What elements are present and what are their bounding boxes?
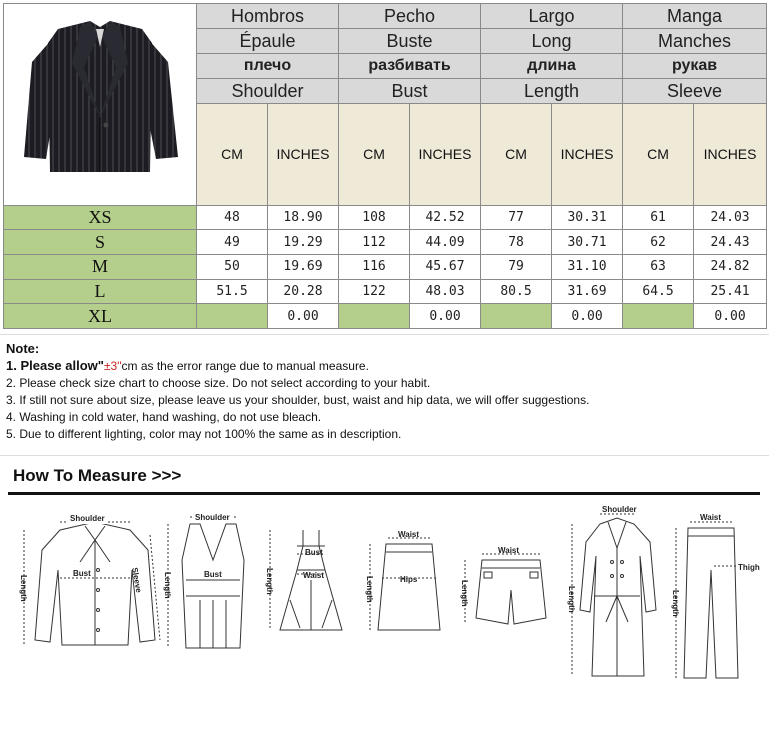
size-label: L xyxy=(4,279,197,304)
table-row xyxy=(4,304,767,329)
note-line-3: 3. If still not sure about size, please leave us your shoulder, bust, waist and hip data, we will offer suggestions. xyxy=(6,393,590,407)
table-cell: 63 xyxy=(623,254,694,279)
hdr-bust-fr: Buste xyxy=(339,29,481,54)
measure-figures xyxy=(0,500,769,730)
label-bust: Bust xyxy=(204,570,222,579)
label-length: Length xyxy=(567,586,576,613)
table-row xyxy=(4,254,767,279)
note-line-5: 5. Due to different lighting, color may not 100% the same as in description. xyxy=(6,427,402,441)
hdr-shoulder-fr: Épaule xyxy=(197,29,339,54)
note-line-4: 4. Washing in cold water, hand washing, do not use bleach. xyxy=(6,410,322,424)
hdr-sleeve-es: Manga xyxy=(623,4,767,29)
tank-top-icon xyxy=(168,517,244,648)
blazer-photo-cell xyxy=(4,4,197,206)
table-cell: 19.29 xyxy=(268,230,339,255)
table-cell xyxy=(197,304,268,329)
unit-cell: CM xyxy=(623,104,694,205)
table-cell: 78 xyxy=(481,230,552,255)
table-cell: 31.69 xyxy=(552,279,623,304)
label-bust: Bust xyxy=(73,569,91,578)
table-cell: 24.03 xyxy=(694,205,767,230)
hdr-bust-ru: разбивать xyxy=(339,54,481,79)
label-shoulder: Shoulder xyxy=(70,514,105,523)
label-waist: Waist xyxy=(700,513,722,522)
section-divider xyxy=(0,334,769,335)
label-waist: Waist xyxy=(498,546,520,555)
table-cell: 80.5 xyxy=(481,279,552,304)
label-length: Length xyxy=(163,572,172,599)
hdr-bust-en: Bust xyxy=(339,79,481,104)
label-shoulder: Shoulder xyxy=(195,513,230,522)
label-length: Length xyxy=(265,568,274,595)
table-cell xyxy=(623,304,694,329)
table-cell xyxy=(481,304,552,329)
how-to-measure-text: How To Measure xyxy=(13,466,147,485)
table-cell: 49 xyxy=(197,230,268,255)
table-cell: 64.5 xyxy=(623,279,694,304)
size-label: S xyxy=(4,230,197,255)
table-cell: 51.5 xyxy=(197,279,268,304)
triple-arrow-icon: >>> xyxy=(151,466,182,485)
table-cell: 42.52 xyxy=(410,205,481,230)
table-cell: 25.41 xyxy=(694,279,767,304)
note-1-prefix: 1. Please allow" xyxy=(6,358,104,373)
size-label: M xyxy=(4,254,197,279)
shorts-icon xyxy=(465,554,546,624)
hdr-sleeve-fr: Manches xyxy=(623,29,767,54)
table-cell: 30.71 xyxy=(552,230,623,255)
table-row xyxy=(4,205,767,230)
unit-cell: CM xyxy=(339,104,410,205)
table-cell: 108 xyxy=(339,205,410,230)
table-cell: 61 xyxy=(623,205,694,230)
label-bust: Bust xyxy=(305,548,323,557)
label-length: Length xyxy=(460,580,469,607)
hdr-bust-es: Pecho xyxy=(339,4,481,29)
unit-cell: INCHES xyxy=(268,104,339,205)
size-label: XS xyxy=(4,205,197,230)
hdr-length-es: Largo xyxy=(481,4,623,29)
hdr-length-fr: Long xyxy=(481,29,623,54)
hdr-shoulder-ru: плечо xyxy=(197,54,339,79)
table-cell: 48 xyxy=(197,205,268,230)
table-cell: 30.31 xyxy=(552,205,623,230)
how-to-measure-title xyxy=(13,466,181,486)
label-length: Length xyxy=(19,575,28,602)
table-cell: 77 xyxy=(481,205,552,230)
table-cell: 0.00 xyxy=(552,304,623,329)
skirt-icon xyxy=(370,538,440,630)
table-cell: 116 xyxy=(339,254,410,279)
hdr-length-en: Length xyxy=(481,79,623,104)
label-waist: Waist xyxy=(303,571,325,580)
blazer-photo xyxy=(10,7,190,197)
title-underline xyxy=(8,492,760,495)
table-cell xyxy=(339,304,410,329)
size-label: XL xyxy=(4,304,197,329)
table-cell: 19.69 xyxy=(268,254,339,279)
table-cell: 62 xyxy=(623,230,694,255)
table-row xyxy=(4,230,767,255)
note-1-suffix: cm as the error range due to manual measure. xyxy=(121,359,369,373)
table-cell: 20.28 xyxy=(268,279,339,304)
hdr-sleeve-ru: рукав xyxy=(623,54,767,79)
table-cell: 45.67 xyxy=(410,254,481,279)
table-cell: 112 xyxy=(339,230,410,255)
header-row-spanish xyxy=(4,4,767,29)
trousers-icon xyxy=(676,522,738,678)
label-shoulder: Shoulder xyxy=(602,505,637,514)
table-cell: 24.82 xyxy=(694,254,767,279)
label-waist: Waist xyxy=(398,530,420,539)
table-row xyxy=(4,279,767,304)
unit-cell: INCHES xyxy=(410,104,481,205)
unit-cell: CM xyxy=(481,104,552,205)
size-chart-table xyxy=(3,3,767,329)
table-cell: 48.03 xyxy=(410,279,481,304)
notes-title: Note: xyxy=(6,341,40,356)
trench-coat-icon xyxy=(572,514,656,676)
unit-cell: CM xyxy=(197,104,268,205)
note-line-2: 2. Please check size chart to choose size. Do not select according to your habit. xyxy=(6,376,431,390)
label-hips: Hips xyxy=(400,575,418,584)
label-length: Length xyxy=(365,576,374,603)
hdr-length-ru: длина xyxy=(481,54,623,79)
label-sleeve: Sleeve xyxy=(130,566,144,594)
table-cell: 24.43 xyxy=(694,230,767,255)
label-length: Length xyxy=(671,590,680,617)
sundress-icon xyxy=(270,530,342,630)
hdr-sleeve-en: Sleeve xyxy=(623,79,767,104)
note-line-1 xyxy=(6,357,756,375)
table-cell: 0.00 xyxy=(694,304,767,329)
table-cell: 50 xyxy=(197,254,268,279)
table-cell: 31.10 xyxy=(552,254,623,279)
note-1-tolerance: ±3" xyxy=(103,359,122,373)
hdr-shoulder-en: Shoulder xyxy=(197,79,339,104)
label-thigh: Thigh xyxy=(738,563,760,572)
table-cell: 122 xyxy=(339,279,410,304)
hdr-shoulder-es: Hombros xyxy=(197,4,339,29)
table-cell: 0.00 xyxy=(268,304,339,329)
unit-cell: INCHES xyxy=(694,104,767,205)
table-cell: 0.00 xyxy=(410,304,481,329)
notes-section xyxy=(6,340,756,443)
table-cell: 79 xyxy=(481,254,552,279)
table-cell: 44.09 xyxy=(410,230,481,255)
unit-cell: INCHES xyxy=(552,104,623,205)
section-divider xyxy=(0,455,769,456)
table-cell: 18.90 xyxy=(268,205,339,230)
